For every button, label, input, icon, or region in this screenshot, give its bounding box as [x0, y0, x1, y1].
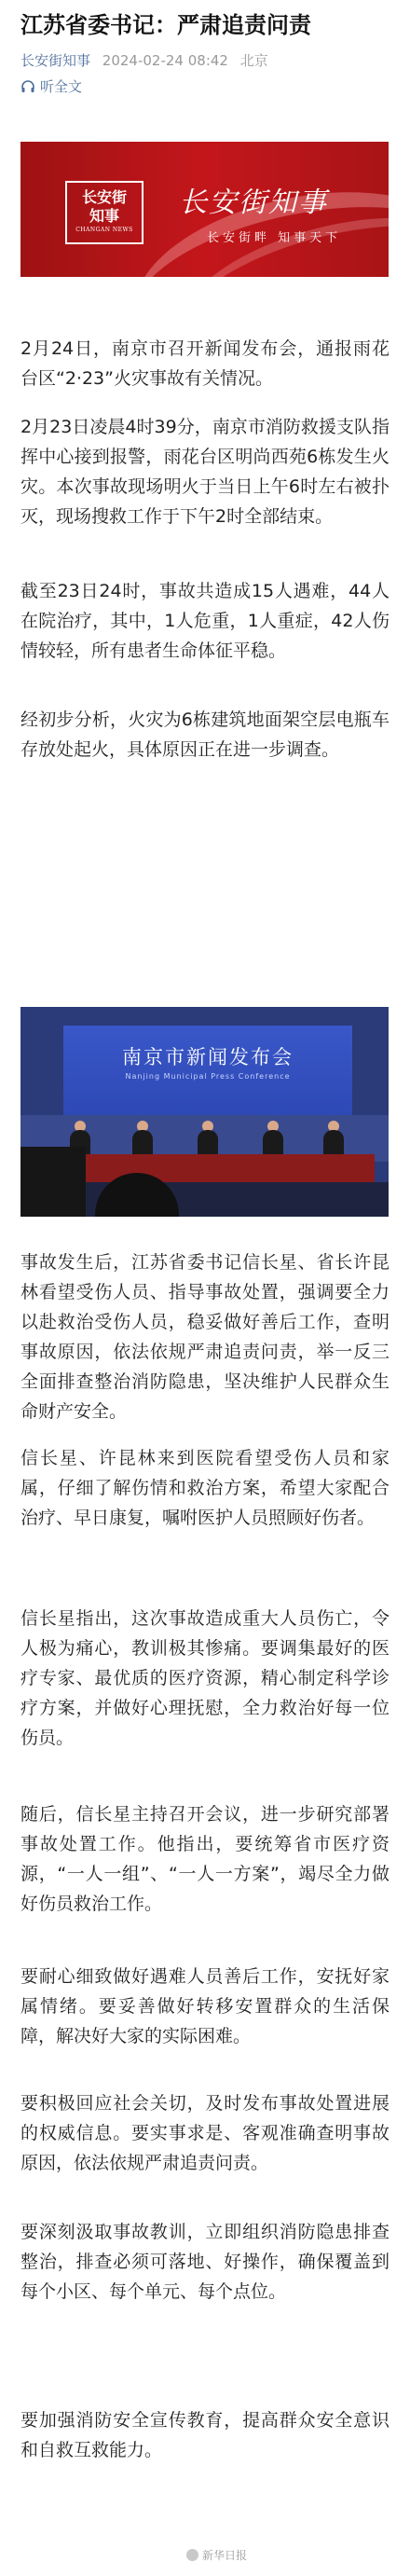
source-watermark	[186, 2547, 247, 2563]
publish-time: 2024-02-24 08:42	[102, 52, 228, 69]
logo-line: 知事	[89, 207, 119, 225]
paragraph: 要积极回应社会关切，及时发布事故处置进展的权威信息。要实事求是、客观准确查明事故原因，依法依规严肃追责问责。	[20, 2093, 390, 2173]
speaker-figure	[198, 1130, 218, 1156]
headphone-icon	[20, 79, 35, 94]
listen-button[interactable]	[20, 76, 82, 96]
speaker-figure	[323, 1130, 344, 1156]
watermark-text: 新华日报	[202, 2549, 248, 2562]
publish-location: 北京	[239, 52, 268, 69]
screen-subtitle: Nanjing Municipal Press Conference	[125, 1072, 291, 1081]
conference-screen	[63, 1026, 352, 1115]
logo-line: CHANGAN NEWS	[75, 227, 133, 233]
paragraph: 事故发生后，江苏省委书记信长星、省长许昆林看望受伤人员、指导事故处置，强调要全力以赴救治受伤人员，稳妥做好善后工作，查明事故原因，依法依规严肃追责问责，举一反三全面排查整治消防隐患，坚决维护人民群众生命财产安全。	[20, 1252, 390, 1422]
conference-desk	[39, 1154, 375, 1182]
paragraph: 随后，信长星主持召开会议，进一步研究部署事故处置工作。他指出，要统筹省市医疗资源，“一人一组”、“一人一方案”，竭尽全力做好伤员救治工作。	[20, 1804, 390, 1914]
article-meta	[20, 50, 268, 70]
paragraph: 经初步分析，火灾为6栋建筑地面架空层电瓶车存放处起火，具体原因正在进一步调查。	[20, 709, 390, 760]
paragraph: 信长星指出，这次事故造成重大人员伤亡，令人极为痛心，教训极其惨痛。要调集最好的医疗专家、最优质的医疗资源，精心制定科学诊疗方案，并做好心理抚慰，全力救治好每一位伤员。	[20, 1608, 390, 1748]
paragraph: 信长星、许昆林来到医院看望受伤人员和家属，仔细了解伤情和救治方案，希望大家配合治疗、早日康复，嘱咐医护人员照顾好伤者。	[20, 1448, 390, 1528]
logo-line: 长安街	[81, 188, 127, 206]
paragraph: 2月23日凌晨4时39分，南京市消防救援支队指挥中心接到报警，雨花台区明尚西苑6栋发生火灾。本次事故现场明火于当日上午6时左右被扑灭，现场搜救工作于下午2时全部结束。	[20, 417, 390, 527]
press-conference-photo	[20, 1007, 389, 1217]
paragraph: 要加强消防安全宣传教育，提高群众安全意识和自救互救能力。	[20, 2410, 390, 2460]
article-title: 江苏省委书记：严肃追责问责	[20, 12, 311, 38]
paragraph: 要深刻汲取事故教训，立即组织消防隐患排查整治，排查必须可落地、好操作，确保覆盖到每个小区、每个单元、每个点位。	[20, 2222, 390, 2302]
banner-brand: 长安街知事	[179, 186, 328, 219]
paragraph: 2月24日，南京市召开新闻发布会，通报雨花台区“2·23”火灾事故有关情况。	[20, 338, 390, 389]
paragraph: 要耐心细致做好遇难人员善后工作，安抚好家属情绪。要妥善做好转移安置群众的生活保障，解决好大家的实际困难。	[20, 1966, 390, 2046]
header-banner	[20, 142, 389, 277]
watermark-icon	[186, 2549, 198, 2561]
banner-slogan: 长安街畔 知事天下	[207, 231, 342, 245]
screen-title: 南京市新闻发布会	[122, 1046, 294, 1068]
author-link[interactable]: 长安街知事	[20, 52, 91, 69]
speaker-figure	[132, 1130, 153, 1156]
speaker-figure	[263, 1130, 283, 1156]
listen-label: 听全文	[40, 78, 83, 95]
paragraph: 截至23日24时，事故共造成15人遇难，44人在院治疗，其中，1人危重，1人重症，42人伤情较轻，所有患者生命体征平稳。	[20, 581, 390, 661]
brand-logo	[65, 181, 144, 244]
camera-silhouette	[20, 1147, 86, 1217]
